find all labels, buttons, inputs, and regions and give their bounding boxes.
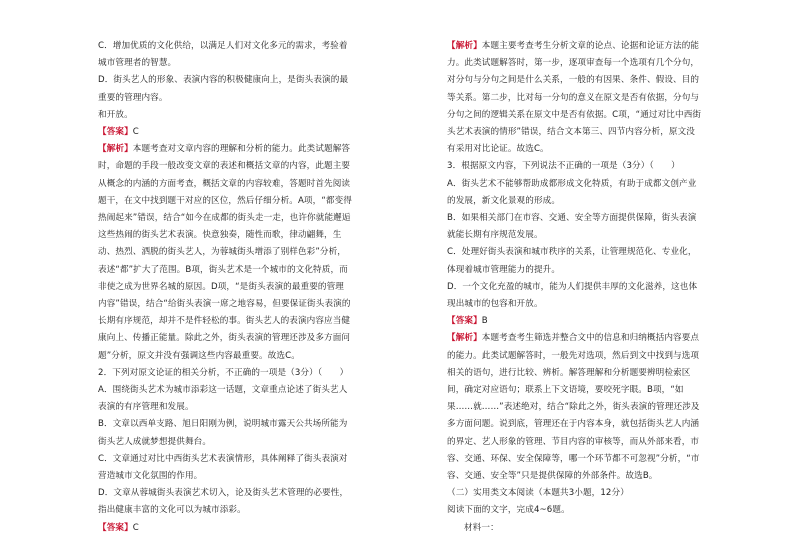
answer-label: 【答案】: [447, 316, 482, 327]
question-3-stem: 3．根据原文内容，下列说法不正确的一项是（3分）（ ）: [447, 161, 680, 172]
reading-instruction: 阅读下面的文字，完成4~6题。: [447, 505, 570, 516]
section-heading: （二）实用类文本阅读（本题共3小题，12分）: [447, 488, 629, 499]
left-column: [98, 38, 352, 537]
q2-option-c: C．文章通过对比中西街头艺术表演情形，具体阐释了街头表演对营造城市文化氛围的作用。: [98, 453, 348, 482]
q2-option-b: B．文章以西单支路、旭日阳刚为例，说明城市露天公共场所能为街头艺人成就梦想提供舞台。: [98, 419, 348, 447]
answer-line-1: [98, 124, 352, 141]
answer-label: 【答案】: [98, 522, 133, 533]
answer-line-2: [98, 520, 352, 537]
right-column: [447, 38, 703, 537]
analysis-text: 本题考查对文章内容的理解和分析的能力。此类试题解答时，命题的手段一般改变文章的表述和概括文章的内容，此题主要从概念的内涵的方面考查，概括文章的内容较难，答题时首先阅读题干，在文中找到题干对应的区位，然后仔细分析。A项，“都变得热闹起来”错误，结合“如今在成都的街头走一走，也许你就能邂逅这些热闹的街头艺术表演。快意独奏，随性而歌，律动翩舞，生动、热烈、洒脱的街头艺人，为蓉城街头增添了别样色彩”分析，表述“都”扩大了范围。B项，街头艺术是一个城市的文化特质，而非使之成为世界名城的原因。D项，“是街头表演的最重要的管理内容”错误，结合“给街头表演一席之地容易，但要保证街头表演的长期有序规范，却并不是件轻松的事。街头艺人的表演内容应当健康向上、传播正能量。除此之外，街头表演的管理还涉及多方面问题”分析，原文并没有强调这些内容最重要。故选C。: [98, 144, 352, 361]
analysis-text: 本题主要考查考生分析文章的论点、论据和论证方法的能力。此类试题解答时，第一步，逐项审查每一个选项有几个分句，对分句与分句之间是什么关系，一般的有因果、条件、假设、目的等关系。第二步，比对每一分句的意义在原文是否有依据，分句与分句之间的逻辑关系在原文中是否有依据。C项，“通过对比中西街头艺术表演的情形”错误，结合文本第三、四节内容分析，原文没有采用对比论证。故选C。: [447, 41, 702, 155]
q2-option-a: A．围绕街头艺术为城市添彩这一话题，文章重点论述了街头艺人表演的有序管理和发展。: [98, 385, 348, 413]
q3-option-b: B．如果相关部门在市容、交通、安全等方面提供保障，街头表演就能长期有序规范发展。: [447, 213, 697, 241]
answer-label: 【答案】: [98, 127, 133, 138]
option-c-text: C．增加优质的文化供给，以满足人们对文化多元的需求，考验着城市管理者的智慧。: [98, 41, 348, 69]
answer-value: C: [132, 127, 139, 138]
analysis-text: 本题考查考生筛选并整合文中的信息和归纳概括内容要点的能力。此类试题解答时，一般先对选项，然后到文中找到与选项相关的语句，进行比较、辨析。解答理解和分析题要辨明检索区间，确定对应语句；联系上下文语境，要咬死字眼。B项，“如果……就……”表述绝对，结合“除此之外，街头表演的管理还涉及多方面问题。说到底，管理还在于内容本身，就包括街头艺人内涵的界定、艺人形象的管理、节目内容的审核等，而从外部来看，市容、交通、环保、安全保障等，哪一个环节都不可忽视”分析，“市容、交通、安全等”只是提供保障的外部条件。故选B。: [447, 333, 700, 482]
answer-value: B: [481, 316, 488, 327]
analysis-paragraph-3: [447, 330, 703, 485]
q3-option-a: A．街头艺术不能够帮助成都形成文化特质，有助于成都文创产业的发展，新文化景观的形成。: [447, 178, 697, 206]
analysis-paragraph-1: [98, 141, 352, 365]
answer-line-3: [447, 313, 703, 330]
analysis-label: 【解析】: [98, 144, 133, 155]
analysis-label: 【解析】: [447, 41, 482, 51]
analysis-label: 【解析】: [447, 333, 482, 344]
analysis-paragraph-2: [447, 38, 703, 158]
option-d-text: D．街头艺人的形象、表演内容的积极健康向上，是街头表演的最重要的管理内容。: [98, 75, 349, 103]
q2-option-d: D．文章从蓉城街头表演艺术切入，论及街头艺术管理的必要性，指出健康丰富的文化可以为城市添彩。: [98, 488, 349, 516]
answer-value: C: [132, 522, 139, 533]
q3-option-c: C．处理好街头表演和城市秩序的关系，让管理规范化、专业化，体现着城市管理能力的提升。: [447, 247, 697, 275]
continuation-text: 和开放。: [98, 109, 133, 120]
q3-option-d: D．一个文化充盈的城市，能为人们提供丰厚的文化滋养，这也体现出城市的包容和开放。: [447, 281, 698, 310]
question-2-stem: 2．下列对原文论证的相关分析，不正确的一项是（3分）（ ）: [98, 367, 349, 378]
material-one-label: 材料一：: [464, 522, 499, 533]
